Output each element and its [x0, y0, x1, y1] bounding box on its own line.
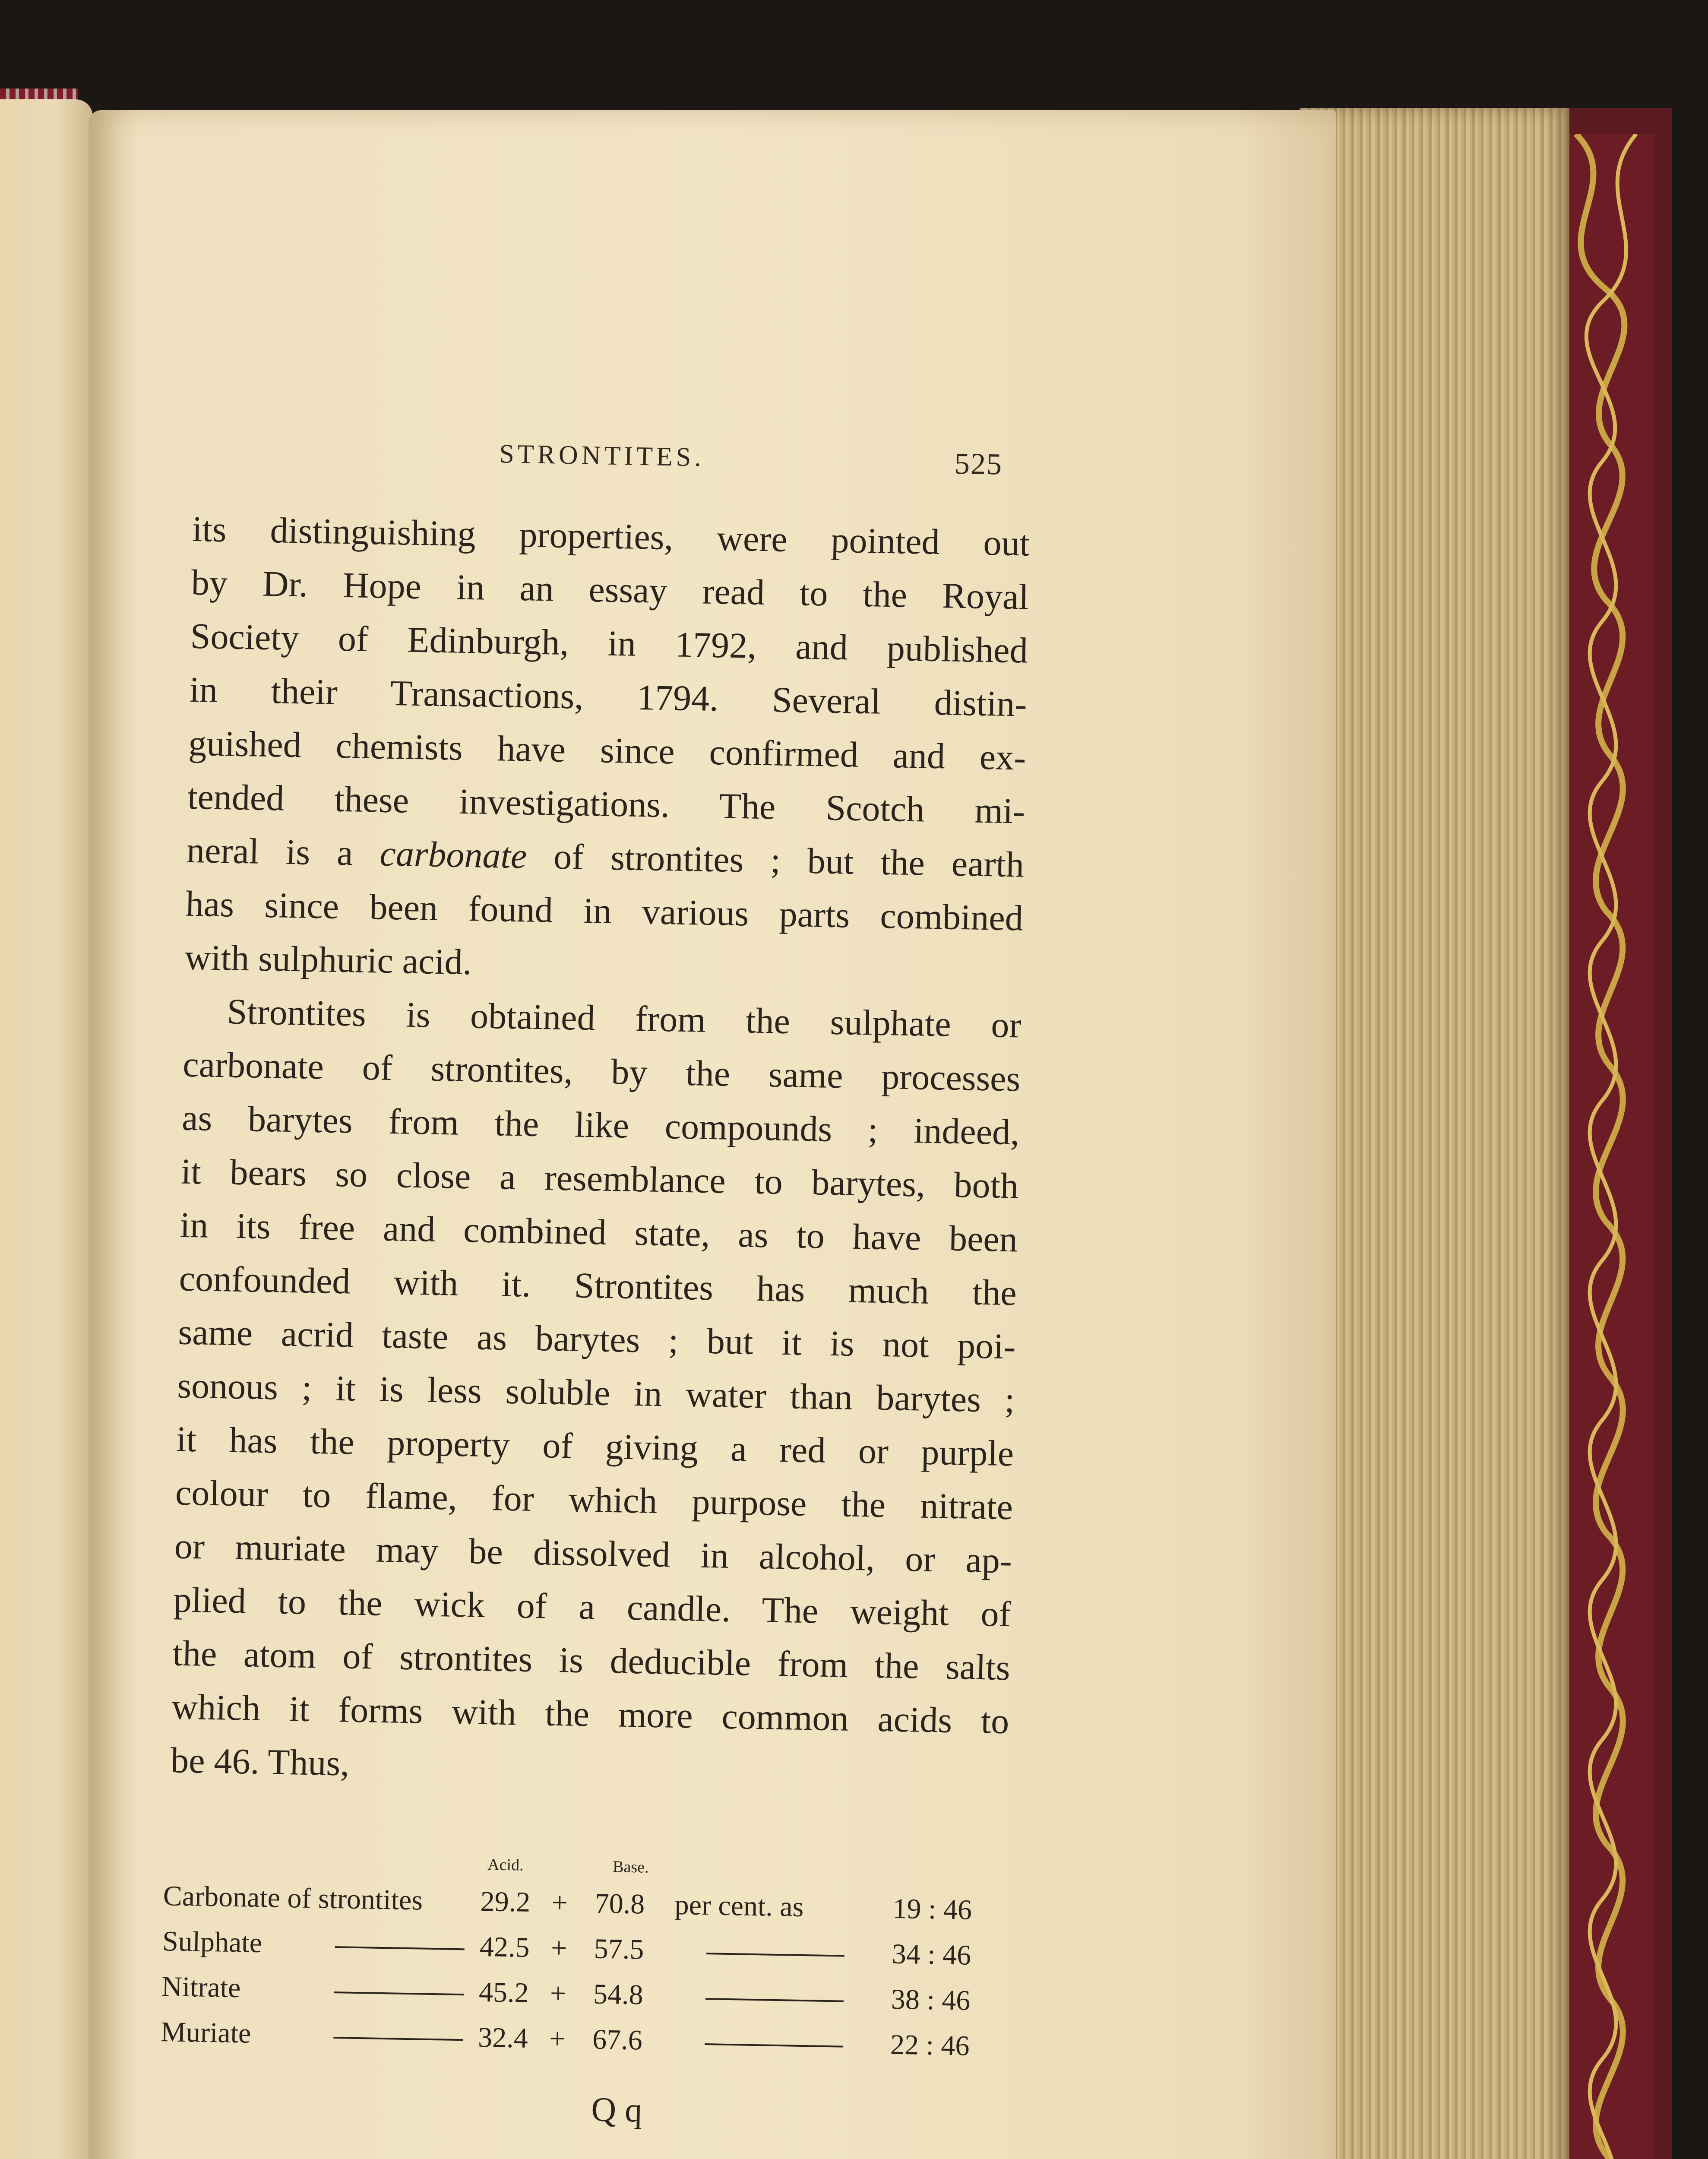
acid-value: 29.2 — [480, 1885, 531, 1918]
text-line: carbonate of strontites, by the same processes — [182, 1044, 1021, 1099]
body-text — [170, 503, 1030, 1802]
text-line: colour to flame, for which purpose the nitrate — [175, 1472, 1013, 1528]
dash-rule — [333, 2019, 463, 2054]
text-line: tended these investigations. The Scotch mi- — [187, 776, 1025, 832]
base-value: 54.8 — [593, 1978, 644, 2011]
plus-sign: + — [550, 1977, 566, 2010]
dash-rule — [334, 1973, 464, 2008]
acid-value: 32.4 — [478, 2021, 528, 2054]
base-value: 70.8 — [595, 1887, 645, 1920]
acid-value: 42.5 — [479, 1931, 530, 1963]
text-line: confounded with it. Strontites has much the — [179, 1258, 1017, 1314]
composition-table — [160, 1849, 1028, 2062]
text-line: it bears so close a resemblance to barytes, both — [180, 1151, 1019, 1206]
dash-rule — [705, 1980, 844, 2015]
dash-rule — [705, 2025, 843, 2061]
base-value: 57.5 — [594, 1933, 645, 1966]
ratio: 34 : 46 — [892, 1938, 971, 1971]
ratio: 38 : 46 — [891, 1983, 971, 2017]
plus-sign: + — [550, 1932, 567, 1964]
text-line: by Dr. Hope in an essay read to the Royal — [191, 562, 1029, 617]
text-line: in its free and combined state, as to have been — [180, 1205, 1018, 1260]
base-value: 67.6 — [592, 2023, 643, 2056]
text-line: be 46. Thus, — [170, 1740, 350, 1784]
acid-value: 45.2 — [478, 1976, 529, 2009]
ratio: 19 : 46 — [892, 1893, 972, 1926]
text-line: which it forms with the more common acids to — [171, 1687, 1010, 1742]
text-line: guished chemists have since confirmed and ex- — [188, 723, 1027, 778]
page-number: 525 — [954, 447, 1003, 481]
note: per cent. as — [674, 1889, 804, 1923]
running-head: STRONTITES. — [499, 439, 705, 472]
text-line: has since been found in various parts combined — [185, 883, 1024, 939]
compound-name: Sulphate — [162, 1925, 263, 1959]
text-span: of strontites ; but the earth — [526, 836, 1025, 885]
compound-name: Muriate — [160, 2016, 251, 2049]
text-line: same acrid taste as barytes ; but it is not poi- — [177, 1312, 1016, 1367]
plus-sign: + — [549, 2023, 566, 2055]
page-content — [66, 99, 1351, 2159]
plus-sign: + — [551, 1887, 568, 1919]
column-header-base: Base. — [612, 1858, 649, 1877]
dash-rule — [706, 1934, 845, 1970]
text-line: its distinguishing properties, were pointed out — [192, 509, 1030, 564]
text-line: sonous ; it is less soluble in water than barytes ; — [177, 1365, 1015, 1421]
text-line: it has the property of giving a red or purple — [176, 1419, 1014, 1474]
dash-rule — [335, 1928, 465, 1963]
column-header-acid: Acid. — [487, 1855, 524, 1874]
italic-word: carbonate — [379, 833, 528, 877]
text-line: in their Transactions, 1794. Several distin- — [189, 669, 1028, 725]
gilt-border-decoration — [1559, 134, 1658, 2159]
text-line: with sulphuric acid. — [184, 937, 472, 983]
text-line: plied to the wick of a candle. The weight of — [173, 1580, 1012, 1635]
text-span: neral is a — [186, 830, 380, 874]
ratio: 22 : 46 — [890, 2029, 970, 2062]
text-line: as barytes from the like compounds ; indeed, — [181, 1098, 1020, 1153]
text-line: or muriate may be dissolved in alcohol, or ap- — [174, 1526, 1012, 1581]
text-line: the atom of strontites is deducible from the salts — [172, 1633, 1011, 1688]
signature-mark: Q q — [591, 2090, 642, 2130]
text-line: Society of Edinburgh, in 1792, and published — [190, 616, 1028, 671]
text-line: Strontites is obtained from the sulphate or — [226, 991, 1022, 1046]
compound-name: Carbonate of strontites — [163, 1880, 423, 1916]
compound-name: Nitrate — [161, 1971, 241, 2004]
